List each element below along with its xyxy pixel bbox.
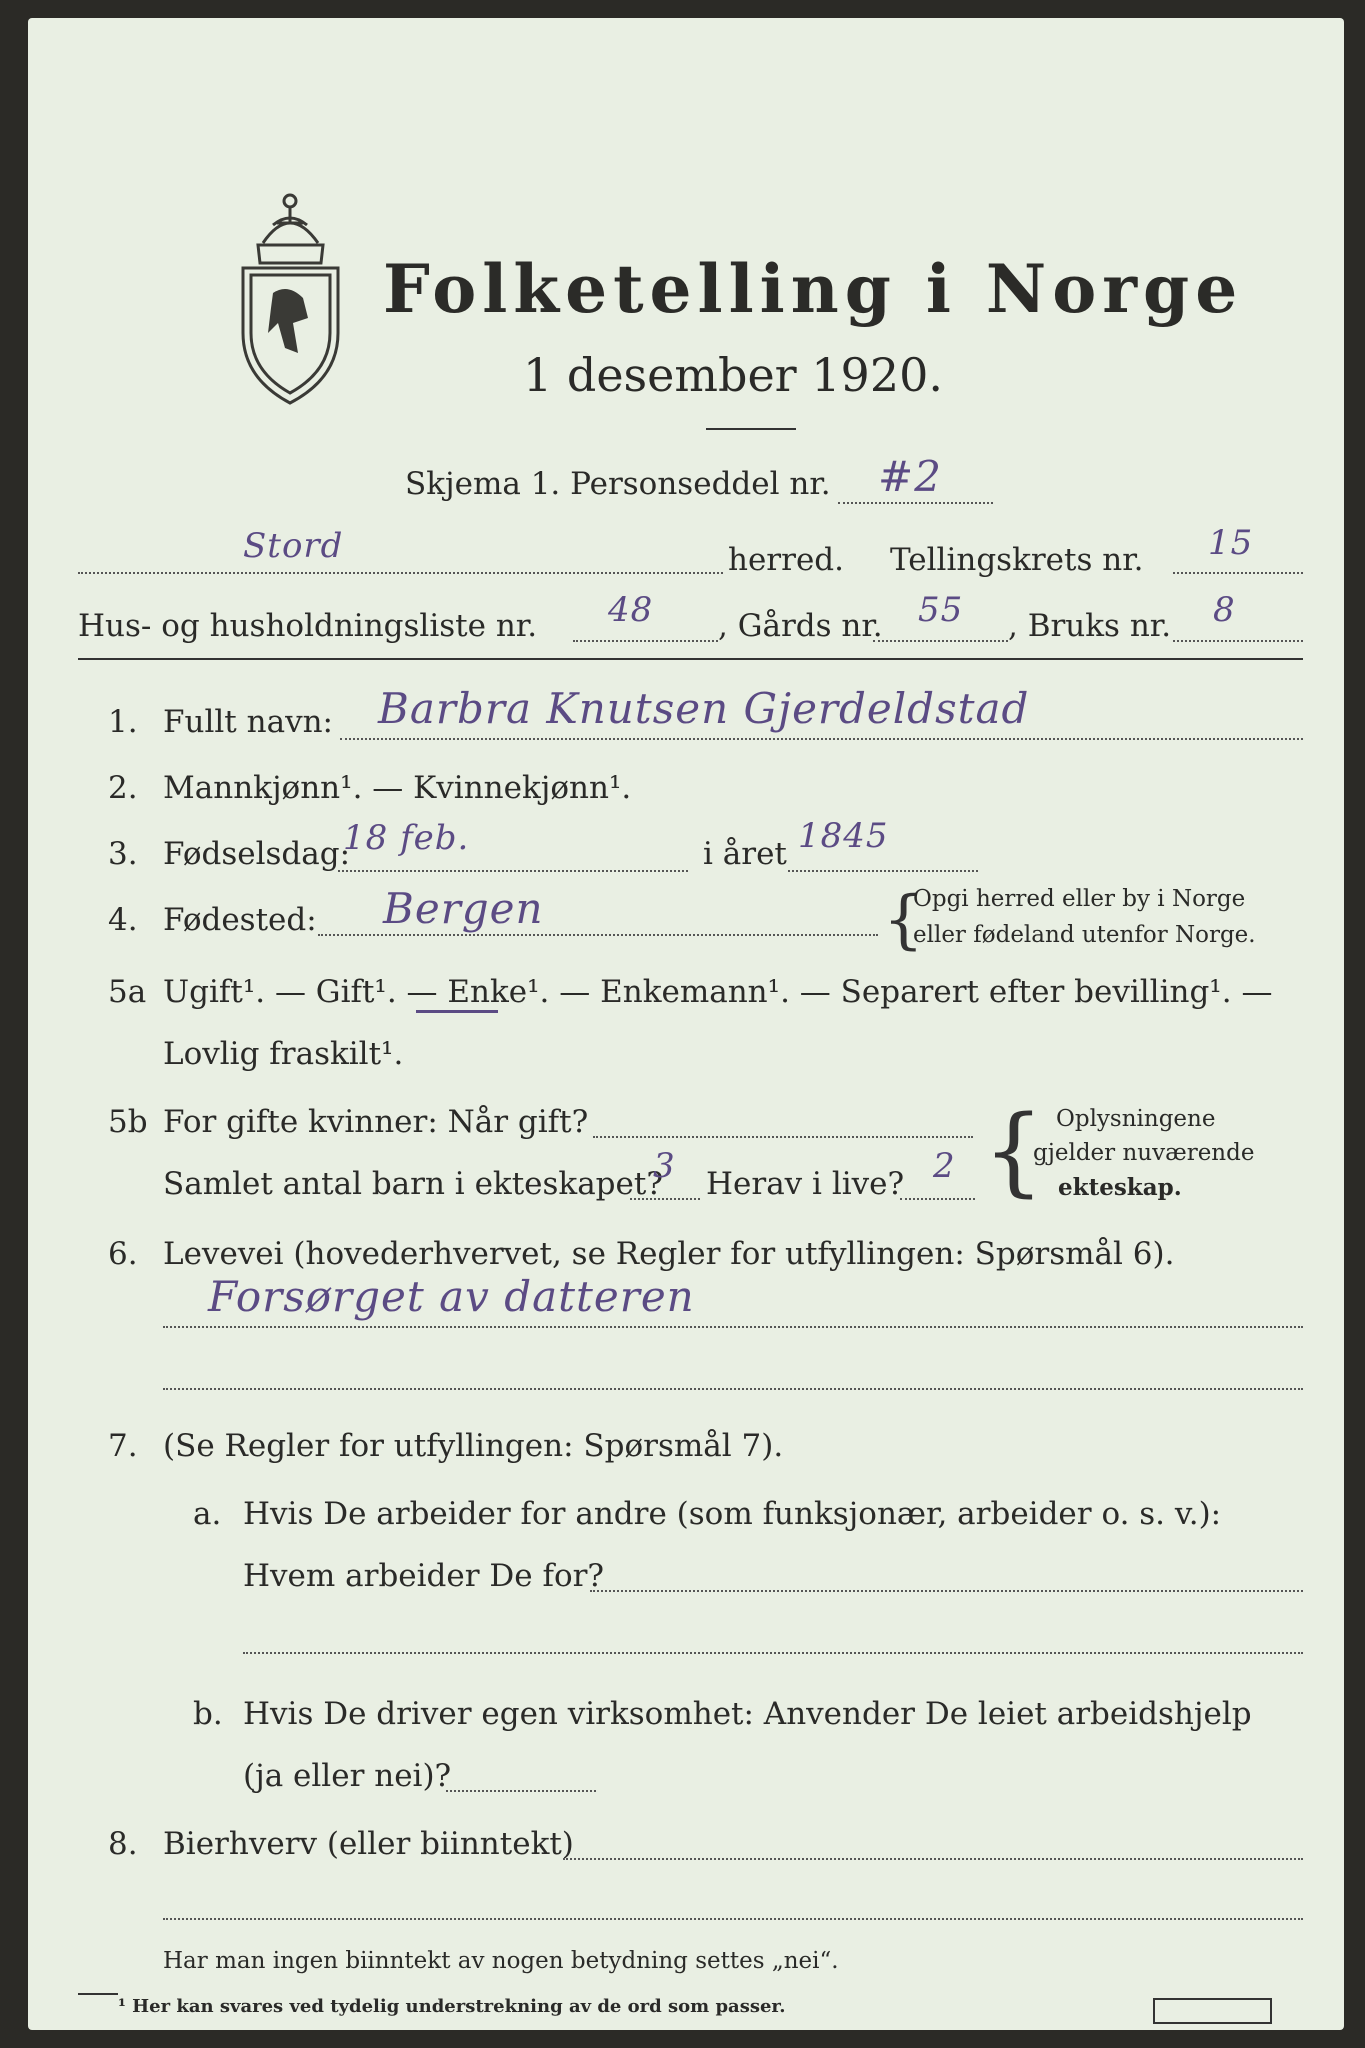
q6-label: Levevei (hovederhvervet, se Regler for utfyllingen: Spørsmål 6). xyxy=(163,1236,1175,1272)
tellingskrets-value[interactable]: 15 xyxy=(1208,523,1254,563)
schema-label: Skjema 1. Personseddel nr. xyxy=(405,466,831,502)
husliste-line xyxy=(573,640,718,642)
herred-line xyxy=(78,572,723,574)
q7b-number: b. xyxy=(193,1696,223,1732)
q4-brace: { xyxy=(883,883,924,957)
q6-number: 6. xyxy=(108,1236,138,1272)
tellingskrets-line xyxy=(1173,572,1303,574)
q5b-barn-line xyxy=(630,1198,700,1200)
q7-number: 7. xyxy=(108,1428,138,1464)
q5b-brace: { xyxy=(983,1095,1045,1207)
stamp-box xyxy=(1153,1998,1272,2024)
husliste-label: Hus- og husholdningsliste nr. xyxy=(78,608,538,644)
q1-value[interactable]: Barbra Knutsen Gjerdeldstad xyxy=(378,684,1030,733)
gards-line xyxy=(873,640,1008,642)
gards-label: , Gårds nr. xyxy=(718,608,883,644)
q2-number: 2. xyxy=(108,770,138,806)
q7a-line-extra xyxy=(243,1652,1303,1654)
q4-value[interactable]: Bergen xyxy=(383,884,544,933)
q8-line xyxy=(563,1858,1303,1860)
q1-line xyxy=(340,738,1303,740)
q6-line2 xyxy=(163,1388,1303,1390)
q5b-married-line xyxy=(593,1136,973,1138)
q3-label: Fødselsdag: xyxy=(163,836,351,872)
personseddel-value[interactable]: #2 xyxy=(878,452,942,501)
q5b-note-line3: ekteskap. xyxy=(1058,1174,1182,1201)
q7a-number: a. xyxy=(193,1496,222,1532)
q3-date-line xyxy=(338,870,688,872)
coat-of-arms-icon xyxy=(233,183,348,408)
q7a-line xyxy=(590,1590,1303,1592)
q5b-note-line2: gjelder nuværende xyxy=(1033,1140,1255,1166)
herred-label: herred. xyxy=(728,542,844,578)
bruks-value[interactable]: 8 xyxy=(1213,590,1236,630)
footnote-rule xyxy=(78,1993,118,1995)
q7b-line1: Hvis De driver egen virksomhet: Anvender De leiet arbeidshjelp xyxy=(243,1696,1252,1732)
q4-number: 4. xyxy=(108,902,138,938)
q5b-live-value[interactable]: 2 xyxy=(933,1146,956,1186)
q3-date-value[interactable]: 18 feb. xyxy=(343,818,470,858)
census-form xyxy=(28,18,1344,2030)
q8-line-extra xyxy=(163,1918,1303,1920)
herred-value[interactable]: Stord xyxy=(243,526,344,566)
q1-label: Fullt navn: xyxy=(163,704,333,740)
q5b-label2: Samlet antal barn i ekteskapet? xyxy=(163,1166,663,1202)
bruks-line xyxy=(1173,640,1303,642)
tellingskrets-label: Tellingskrets nr. xyxy=(890,542,1144,578)
personseddel-line xyxy=(838,502,993,504)
q5b-note-line1: Oplysningene xyxy=(1056,1106,1216,1132)
q7b-line xyxy=(446,1790,596,1792)
q6-value[interactable]: Forsørget av datteren xyxy=(208,1272,695,1321)
q5a-line1: Ugift¹. — Gift¹. — Enke¹. — Enkemann¹. — Separert efter bevilling¹. — xyxy=(163,974,1273,1010)
q3-number: 3. xyxy=(108,836,138,872)
bruks-label: , Bruks nr. xyxy=(1008,608,1172,644)
form-date: 1 desember 1920. xyxy=(523,348,943,402)
q5b-live-label: Herav i live? xyxy=(706,1166,905,1202)
form-title: Folketelling i Norge xyxy=(383,250,1244,328)
q4-note-line2: eller fødeland utenfor Norge. xyxy=(913,922,1256,948)
q4-line xyxy=(318,934,878,936)
q7-label: (Se Regler for utfyllingen: Spørsmål 7). xyxy=(163,1428,784,1464)
q2-label: Mannkjønn¹. — Kvinnekjønn¹. xyxy=(163,770,632,806)
q4-note-line1: Opgi herred eller by i Norge xyxy=(913,886,1246,912)
q1-number: 1. xyxy=(108,704,138,740)
q4-label: Fødested: xyxy=(163,902,317,938)
header-rule xyxy=(78,658,1303,660)
q7a-line2: Hvem arbeider De for? xyxy=(243,1558,605,1594)
q5a-line2: Lovlig fraskilt¹. xyxy=(163,1036,404,1072)
husliste-value[interactable]: 48 xyxy=(608,590,654,630)
footnote: ¹ Her kan svares ved tydelig understrekning av de ord som passer. xyxy=(118,1996,786,2017)
nei-note: Har man ingen biinntekt av nogen betydning settes „nei“. xyxy=(163,1948,839,1974)
q5a-number: 5a xyxy=(108,974,147,1010)
q8-number: 8. xyxy=(108,1826,138,1862)
enke-underline xyxy=(416,1010,498,1013)
q5b-live-line xyxy=(900,1198,975,1200)
q3-year-value[interactable]: 1845 xyxy=(798,816,889,856)
q3-year-label: i året xyxy=(703,836,787,872)
title-divider xyxy=(706,428,796,430)
q7a-line1: Hvis De arbeider for andre (som funksjonær, arbeider o. s. v.): xyxy=(243,1496,1222,1532)
q7b-line2: (ja eller nei)? xyxy=(243,1758,452,1794)
q5b-number: 5b xyxy=(108,1104,148,1140)
q5b-label1: For gifte kvinner: Når gift? xyxy=(163,1104,589,1140)
q6-line1 xyxy=(163,1326,1303,1328)
q5b-barn-value[interactable]: 3 xyxy=(653,1146,676,1186)
q3-year-line xyxy=(788,870,978,872)
gards-value[interactable]: 55 xyxy=(918,590,964,630)
q8-label: Bierhverv (eller biinntekt) xyxy=(163,1826,574,1862)
